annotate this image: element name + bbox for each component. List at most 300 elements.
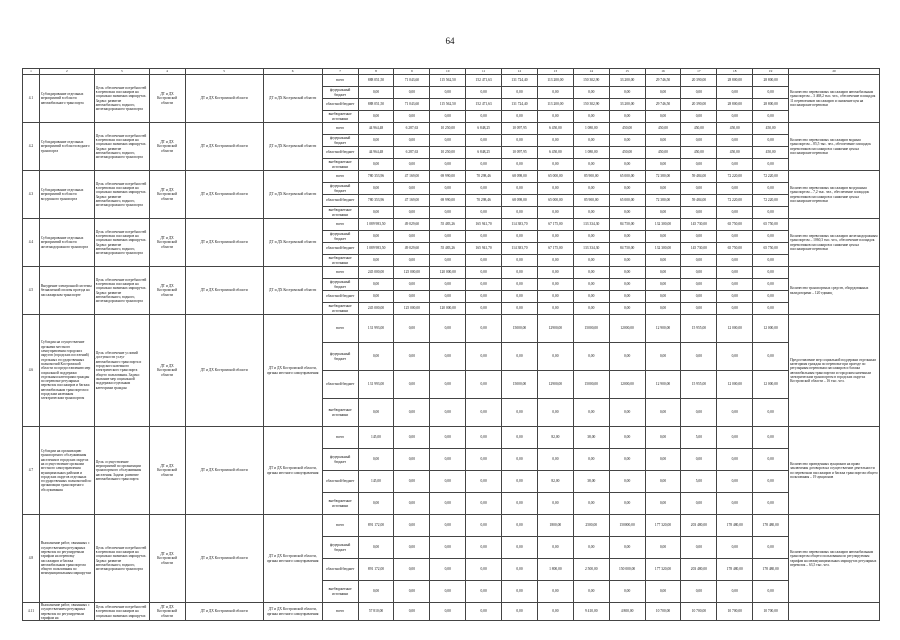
column-number: 9 (394, 69, 430, 75)
amount-cell: 114 383,70 (502, 243, 538, 255)
amount-cell: 0,00 (430, 371, 466, 399)
funding-source: федеральный бюджет (322, 183, 358, 195)
amount-cell: 0,00 (753, 183, 789, 195)
amount-cell: 0,00 (358, 493, 394, 515)
amount-cell: 0,00 (645, 303, 681, 315)
responsible-executor: ДТ и ДХ Костромской области (149, 267, 185, 315)
amount-cell: 0,00 (717, 493, 753, 515)
amount-cell: 0,00 (394, 291, 430, 303)
amount-cell: 450,00 (717, 147, 753, 159)
amount-cell: 113 200,00 (537, 75, 573, 87)
funding-source: областной бюджет (322, 99, 358, 111)
amount-cell: 0,00 (466, 279, 502, 291)
amount-cell: 0,00 (609, 399, 645, 427)
amount-cell: 0,00 (394, 135, 430, 147)
amount-cell: 0,00 (753, 267, 789, 279)
funding-source: областной бюджет (322, 243, 358, 255)
amount-cell: 0,00 (645, 135, 681, 147)
amount-cell: 0,00 (394, 537, 430, 559)
funding-source: внебюджетные источники (322, 493, 358, 515)
amount-cell: 0,00 (358, 183, 394, 195)
column-number: 3 (94, 69, 149, 75)
amount-cell: 72 380,00 (645, 171, 681, 183)
amount-cell: 0,00 (537, 449, 573, 471)
co-executor: ДТ и ДХ Костромской области (185, 75, 263, 123)
amount-cell: 0,00 (573, 231, 609, 243)
amount-cell: 0,00 (537, 603, 573, 621)
participant: ДТ и ДХ Костромской области, органы местного самоуправления (263, 515, 322, 603)
amount-cell: 1 089 983,50 (358, 243, 394, 255)
amount-cell: 0,00 (753, 135, 789, 147)
amount-cell: 6 848,25 (466, 123, 502, 135)
co-executor: ДТ и ДХ Костромской области (185, 315, 263, 427)
amount-cell: 0,00 (502, 291, 538, 303)
amount-cell: 0,00 (394, 207, 430, 219)
participant: ДТ и ДХ Костромской области, органы местного самоуправления (263, 427, 322, 515)
amount-cell: 450,00 (645, 123, 681, 135)
column-number: 14 (573, 69, 609, 75)
amount-cell: 0,00 (502, 87, 538, 99)
amount-cell: 0,00 (753, 87, 789, 99)
amount-cell: 0,00 (537, 111, 573, 123)
amount-cell: 5,00 (681, 471, 717, 493)
co-executor: ДТ и ДХ Костромской области (185, 603, 263, 621)
amount-cell: 0,00 (609, 279, 645, 291)
amount-cell: 0,00 (717, 183, 753, 195)
amount-cell: 0,00 (609, 87, 645, 99)
amount-cell: 0,00 (753, 255, 789, 267)
amount-cell: 6 450,00 (537, 147, 573, 159)
column-number: 5 (185, 69, 263, 75)
amount-cell: 0,00 (358, 449, 394, 471)
amount-cell: 0,00 (609, 449, 645, 471)
amount-cell: 0,00 (466, 207, 502, 219)
amount-cell: 450,00 (717, 123, 753, 135)
amount-cell: 0,00 (717, 537, 753, 559)
amount-cell: 0,00 (358, 537, 394, 559)
activity-goals: Цель: обеспечение потребностей в перевозках пассажиров на социально значимых маршрутах. Задача: развитие автомобильного, водного, железнодорожного транспорта (94, 219, 149, 267)
amount-cell: 0,00 (645, 231, 681, 243)
amount-cell: 0,00 (681, 183, 717, 195)
amount-cell: 780 353,96 (358, 195, 394, 207)
amount-cell: 0,00 (502, 471, 538, 493)
table-row (23, 427, 880, 449)
amount-cell: 0,00 (502, 111, 538, 123)
amount-cell: 0,00 (753, 207, 789, 219)
amount-cell: 145,00 (358, 471, 394, 493)
amount-cell: 10 097,95 (502, 123, 538, 135)
row-number: 4.8 (23, 515, 40, 603)
amount-cell: 0,00 (502, 279, 538, 291)
row-number: 4.5 (23, 267, 40, 315)
amount-cell: 0,00 (537, 303, 573, 315)
amount-cell: 115 562,50 (430, 75, 466, 87)
funding-source: федеральный бюджет (322, 135, 358, 147)
amount-cell: 0,00 (502, 135, 538, 147)
funding-source: всего (322, 603, 358, 621)
amount-cell: 0,00 (717, 279, 753, 291)
amount-cell: 125 000,00 (394, 303, 430, 315)
amount-cell: 0,00 (717, 581, 753, 603)
amount-cell: 12000,00 (609, 371, 645, 399)
amount-cell: 0,00 (394, 315, 430, 343)
amount-cell: 0,00 (717, 343, 753, 371)
amount-cell: 1800,00 (537, 515, 573, 537)
amount-cell: 0,00 (645, 471, 681, 493)
amount-cell: 0,00 (537, 87, 573, 99)
amount-cell: 152 471,63 (466, 75, 502, 87)
amount-cell: 29 746,50 (645, 75, 681, 87)
column-number: 16 (645, 69, 681, 75)
amount-cell: 0,00 (645, 581, 681, 603)
amount-cell: 0,00 (394, 111, 430, 123)
activity-goals: Цель: обеспечение потребностей в перевозках пассажиров на социально значимых маршрутах. Задача: развитие автомобильного, водного, железнодорожного транспорта (94, 515, 149, 603)
amount-cell: 10 097,95 (502, 147, 538, 159)
amount-cell: 0,00 (358, 399, 394, 427)
expected-result: Количество перевозимых пассажиров водным транспортом – 85,5 тыс. чел., обеспечение площадок перевозчиков пассажиров и снижение цен на пассажирские перевозки (789, 123, 880, 171)
amount-cell: 0,00 (645, 537, 681, 559)
amount-cell: 0,00 (394, 559, 430, 581)
amount-cell: 0,00 (466, 87, 502, 99)
amount-cell: 0,00 (358, 255, 394, 267)
amount-cell: 72 380,00 (645, 195, 681, 207)
amount-cell: 0,00 (609, 427, 645, 449)
amount-cell: 6 450,00 (537, 123, 573, 135)
amount-cell: 0,00 (717, 207, 753, 219)
amount-cell: 0,00 (394, 515, 430, 537)
amount-cell: 0,00 (537, 581, 573, 603)
amount-cell: 12900,00 (537, 315, 573, 343)
amount-cell: 0,00 (466, 303, 502, 315)
amount-cell: 0,00 (502, 159, 538, 171)
amount-cell: 0,00 (573, 449, 609, 471)
amount-cell: 0,00 (609, 255, 645, 267)
table-row (23, 515, 880, 537)
amount-cell: 0,00 (573, 87, 609, 99)
amount-cell: 0,00 (502, 449, 538, 471)
amount-cell: 67 175,00 (537, 219, 573, 231)
amount-cell: 0,00 (717, 399, 753, 427)
amount-cell: 15000,00 (502, 315, 538, 343)
activity-goals: Цель: обеспечение потребностей в перевозках пассажиров на социально значимых маршрутах. Задача: развитие автомобильного, водного, железнодорожного транспорта (94, 75, 149, 123)
funding-source: федеральный бюджет (322, 231, 358, 243)
amount-cell: 0,00 (502, 303, 538, 315)
amount-cell: 55 483,26 (430, 219, 466, 231)
amount-cell: 0,00 (466, 315, 502, 343)
funding-source: областной бюджет (322, 291, 358, 303)
co-executor: ДТ и ДХ Костромской области (185, 515, 263, 603)
expected-result: Количество проведенных аукционов на право заключения договоров на осуществление деятельности по перевозкам пассажиров и багажа транспортом общего пользования – 19 аукционов (789, 427, 880, 515)
funding-source: федеральный бюджет (322, 449, 358, 471)
amount-cell: 12900,00 (537, 371, 573, 399)
amount-cell: 59 484,00 (681, 195, 717, 207)
activity-goals: Цель: осуществление мероприятий по организации транспортного обслуживания населения. Задача: развитие автомобильного транспорта (94, 427, 149, 515)
amount-cell: 0,00 (573, 399, 609, 427)
page-number: 64 (445, 36, 455, 46)
amount-cell: 115 562,50 (430, 99, 466, 111)
funding-source: всего (322, 427, 358, 449)
amount-cell: 0,00 (681, 255, 717, 267)
amount-cell: 0,00 (645, 267, 681, 279)
amount-cell: 28 800,00 (753, 75, 789, 87)
table-row (23, 219, 880, 231)
amount-cell: 0,00 (753, 303, 789, 315)
responsible-executor: ДТ и ДХ Костромской области (149, 171, 185, 219)
amount-cell: 0,00 (609, 493, 645, 515)
responsible-executor: ДТ и ДХ Костромской области (149, 123, 185, 171)
amount-cell: 0,00 (394, 581, 430, 603)
amount-cell: 0,00 (394, 603, 430, 621)
amount-cell: 0,00 (681, 279, 717, 291)
amount-cell: 72 220,00 (717, 195, 753, 207)
column-number: 19 (753, 69, 789, 75)
amount-cell: 0,00 (573, 581, 609, 603)
amount-cell: 0,00 (645, 255, 681, 267)
amount-cell: 15 955,00 (681, 371, 717, 399)
amount-cell: 450,00 (753, 147, 789, 159)
amount-cell: 0,00 (537, 291, 573, 303)
responsible-executor: ДТ и ДХ Костромской области (149, 427, 185, 515)
amount-cell: 780 353,96 (358, 171, 394, 183)
amount-cell: 450,00 (681, 147, 717, 159)
co-executor: ДТ и ДХ Костромской области (185, 219, 263, 267)
amount-cell: 0,00 (502, 231, 538, 243)
amount-cell: 28 800,00 (717, 75, 753, 87)
amount-cell: 132 300,00 (645, 219, 681, 231)
amount-cell: 0,00 (609, 291, 645, 303)
amount-cell: 0,00 (753, 231, 789, 243)
column-number: 6 (263, 69, 322, 75)
funding-source: федеральный бюджет (322, 87, 358, 99)
funding-source: областной бюджет (322, 195, 358, 207)
amount-cell: 131 993,00 (358, 371, 394, 399)
amount-cell: 0,00 (645, 449, 681, 471)
amount-cell: 0,00 (466, 603, 502, 621)
amount-cell: 0,00 (466, 343, 502, 371)
amount-cell: 0,00 (573, 267, 609, 279)
amount-cell: 0,00 (358, 231, 394, 243)
amount-cell: 12000,00 (609, 315, 645, 343)
amount-cell: 178 480,00 (717, 515, 753, 537)
amount-cell: 0,00 (609, 111, 645, 123)
activity-name: Субсидия на осуществление органами местного самоуправления городских округов (городских поселений) отдельных государственных полномочий Костромской области по предоставлению мер социальной поддержки отдельным категориям граждан по перевозке регулярных перевозок пассажиров и багажа автомобильным транспортом и городским наземным электрическим транспортом (39, 315, 94, 427)
amount-cell: 0,00 (609, 303, 645, 315)
amount-cell: 1 089 983,50 (358, 219, 394, 231)
column-number: 11 (466, 69, 502, 75)
amount-cell: 0,00 (645, 291, 681, 303)
amount-cell: 0,00 (753, 493, 789, 515)
responsible-executor: ДТ и ДХ Костромской области (149, 219, 185, 267)
amount-cell: 177 320,00 (645, 515, 681, 537)
amount-cell: 0,00 (430, 581, 466, 603)
amount-cell: 0,00 (645, 399, 681, 427)
participant: ДТ и ДХ Костромской области (263, 171, 322, 219)
amount-cell: 0,00 (717, 471, 753, 493)
amount-cell: 38,00 (573, 427, 609, 449)
amount-cell: 0,00 (430, 255, 466, 267)
amount-cell: 0,00 (645, 279, 681, 291)
amount-cell: 0,00 (717, 111, 753, 123)
amount-cell: 10 250,00 (430, 147, 466, 159)
amount-cell: 0,00 (430, 515, 466, 537)
amount-cell: 0,00 (753, 537, 789, 559)
amount-cell: 0,00 (466, 399, 502, 427)
participant: ДТ и ДХ Костромской области (263, 219, 322, 267)
amount-cell: 178 480,00 (753, 515, 789, 537)
amount-cell: 59 484,00 (681, 171, 717, 183)
amount-cell: 65 750,00 (753, 243, 789, 255)
activity-name: Выполнение работ, связанных с осуществлением регулярных перевозок по регулируемым тарифам на перевозку пассажиров и багажа автомобильным транспортом общего пользования по межмуниципальным маршрутам (39, 515, 94, 603)
amount-cell: 0,00 (537, 267, 573, 279)
program-activities-table (22, 68, 880, 621)
amount-cell: 20 390,00 (681, 99, 717, 111)
amount-cell: 9 410,00 (573, 603, 609, 621)
amount-cell: 15 955,00 (681, 315, 717, 343)
activity-goals: Цель: обеспечение потребностей в перевозках пассажиров на социально значимых маршрутах. Задача: развитие автомобильного, водного, железнодорожного транспорта (94, 171, 149, 219)
row-number: 4.6 (23, 315, 40, 427)
amount-cell: 0,00 (394, 343, 430, 371)
amount-cell: 70 298,46 (466, 171, 502, 183)
amount-cell: 0,00 (645, 427, 681, 449)
amount-cell: 0,00 (609, 231, 645, 243)
amount-cell: 0,00 (358, 279, 394, 291)
amount-cell: 450,00 (681, 123, 717, 135)
amount-cell: 0,00 (717, 255, 753, 267)
amount-cell: 132 300,00 (645, 243, 681, 255)
amount-cell: 10 700,00 (753, 603, 789, 621)
amount-cell: 0,00 (681, 449, 717, 471)
amount-cell: 49 029,60 (394, 243, 430, 255)
amount-cell: 0,00 (430, 559, 466, 581)
amount-cell: 0,00 (645, 207, 681, 219)
amount-cell: 0,00 (717, 135, 753, 147)
funding-source: внебюджетные источники (322, 255, 358, 267)
amount-cell: 245 000,00 (358, 303, 394, 315)
amount-cell: 150 302,90 (573, 99, 609, 111)
amount-cell: 145 730,00 (681, 243, 717, 255)
expected-result: Количество перевозимых пассажиров автомобильным транспортом общего пользования по регулируемым тарифам на межмуниципальных маршрутах регулярных перевозок – 63,5 тыс. чел. (789, 515, 880, 603)
amount-cell: 0,00 (645, 159, 681, 171)
funding-source: внебюджетные источники (322, 399, 358, 427)
amount-cell: 0,00 (430, 315, 466, 343)
column-number: 12 (502, 69, 538, 75)
amount-cell: 0,00 (753, 581, 789, 603)
amount-cell: 0,00 (717, 449, 753, 471)
amount-cell: 0,00 (358, 581, 394, 603)
amount-cell: 131 724,40 (502, 99, 538, 111)
amount-cell: 0,00 (466, 515, 502, 537)
amount-cell: 0,00 (394, 427, 430, 449)
co-executor: ДТ и ДХ Костромской области (185, 267, 263, 315)
amount-cell: 1 800,00 (537, 559, 573, 581)
participant: ДТ и ДХ Костромской области, органы местного самоуправления (263, 603, 322, 621)
amount-cell: 203 480,00 (681, 515, 717, 537)
amount-cell: 44 964,48 (358, 123, 394, 135)
participant: ДТ и ДХ Костромской области (263, 75, 322, 123)
amount-cell: 29 746,50 (645, 99, 681, 111)
funding-source: областной бюджет (322, 147, 358, 159)
amount-cell: 150 302,90 (573, 75, 609, 87)
amount-cell: 10 700,00 (681, 603, 717, 621)
funding-source: областной бюджет (322, 371, 358, 399)
participant: ДТ и ДХ Костромской области (263, 267, 322, 315)
amount-cell: 47 169,00 (394, 171, 430, 183)
amount-cell: 0,00 (358, 87, 394, 99)
amount-cell: 0,00 (573, 291, 609, 303)
expected-result: Предоставление мер социальной поддержки отдельным категориям граждан по перевозке при проезде по регулярным перевозкам пассажиров и багажа автомобильным транспортом и городским наземным электрическим транспортом в городских округах Костромской области – 16 тыс. чел. (789, 315, 880, 427)
funding-source: федеральный бюджет (322, 279, 358, 291)
amount-cell: 0,00 (681, 581, 717, 603)
funding-source: внебюджетные источники (322, 581, 358, 603)
expected-result: Количество перевозимых пассажиров железнодорожным транспортом – 1060,3 тыс. чел., обеспечение площадок перевозчиков пассажиров и снижение цен на пассажирские перевозки (789, 219, 880, 267)
amount-cell: 67 175,00 (537, 243, 573, 255)
amount-cell: 0,00 (573, 135, 609, 147)
amount-cell: 4 800,00 (609, 603, 645, 621)
amount-cell: 0,00 (753, 471, 789, 493)
amount-cell: 0,00 (753, 343, 789, 371)
amount-cell: 165 941,70 (466, 243, 502, 255)
activity-name: Внедрение электронной системы безналичной оплаты проезда на пассажирском транспорте (39, 267, 94, 315)
amount-cell: 6 287,63 (394, 147, 430, 159)
amount-cell: 0,00 (466, 493, 502, 515)
amount-cell: 0,00 (502, 559, 538, 581)
amount-cell: 0,00 (681, 343, 717, 371)
amount-cell: 0,00 (502, 493, 538, 515)
amount-cell: 0,00 (466, 471, 502, 493)
amount-cell: 888 051,50 (358, 75, 394, 87)
amount-cell: 0,00 (502, 515, 538, 537)
amount-cell: 12 900,00 (645, 315, 681, 343)
row-number: 4.2 (23, 123, 40, 171)
funding-source: всего (322, 219, 358, 231)
amount-cell: 15000,00 (573, 371, 609, 399)
amount-cell: 0,00 (502, 399, 538, 427)
amount-cell: 85 900,00 (573, 171, 609, 183)
amount-cell: 0,00 (753, 159, 789, 171)
column-number: 20 (789, 69, 880, 75)
amount-cell: 0,00 (466, 267, 502, 279)
activity-name: Субсидирование отдельных мероприятий в области железнодорожного транспорта (39, 219, 94, 267)
amount-cell: 0,00 (430, 159, 466, 171)
expected-result: Количество перевозимых пассажиров автомобильным транспортом – 3 468,2 тыс. чел., обеспечение площадок 11 перевозчиков пассажиров и снижение цен на пассажирские перевозки (789, 75, 880, 123)
amount-cell: 120 000,00 (430, 267, 466, 279)
amount-cell: 0,00 (681, 111, 717, 123)
column-number: 8 (358, 69, 394, 75)
column-number: 2 (39, 69, 94, 75)
amount-cell: 0,00 (753, 111, 789, 123)
row-number: 4.4 (23, 219, 40, 267)
funding-source: всего (322, 515, 358, 537)
participant: ДТ и ДХ Костромской области, органы местного самоуправления (263, 315, 322, 427)
amount-cell: 0,00 (681, 399, 717, 427)
amount-cell: 28 800,00 (717, 99, 753, 111)
amount-cell: 71 043,60 (394, 99, 430, 111)
amount-cell: 0,00 (502, 603, 538, 621)
column-number: 17 (681, 69, 717, 75)
amount-cell: 0,00 (358, 159, 394, 171)
amount-cell: 0,00 (466, 135, 502, 147)
table-row (23, 315, 880, 343)
amount-cell: 57 810,00 (358, 603, 394, 621)
amount-cell: 0,00 (430, 603, 466, 621)
table-row (23, 267, 880, 279)
amount-cell: 450,00 (609, 147, 645, 159)
amount-cell: 0,00 (358, 207, 394, 219)
amount-cell: 0,00 (537, 207, 573, 219)
amount-cell: 0,00 (466, 159, 502, 171)
amount-cell: 15000,00 (573, 315, 609, 343)
funding-source: внебюджетные источники (322, 303, 358, 315)
